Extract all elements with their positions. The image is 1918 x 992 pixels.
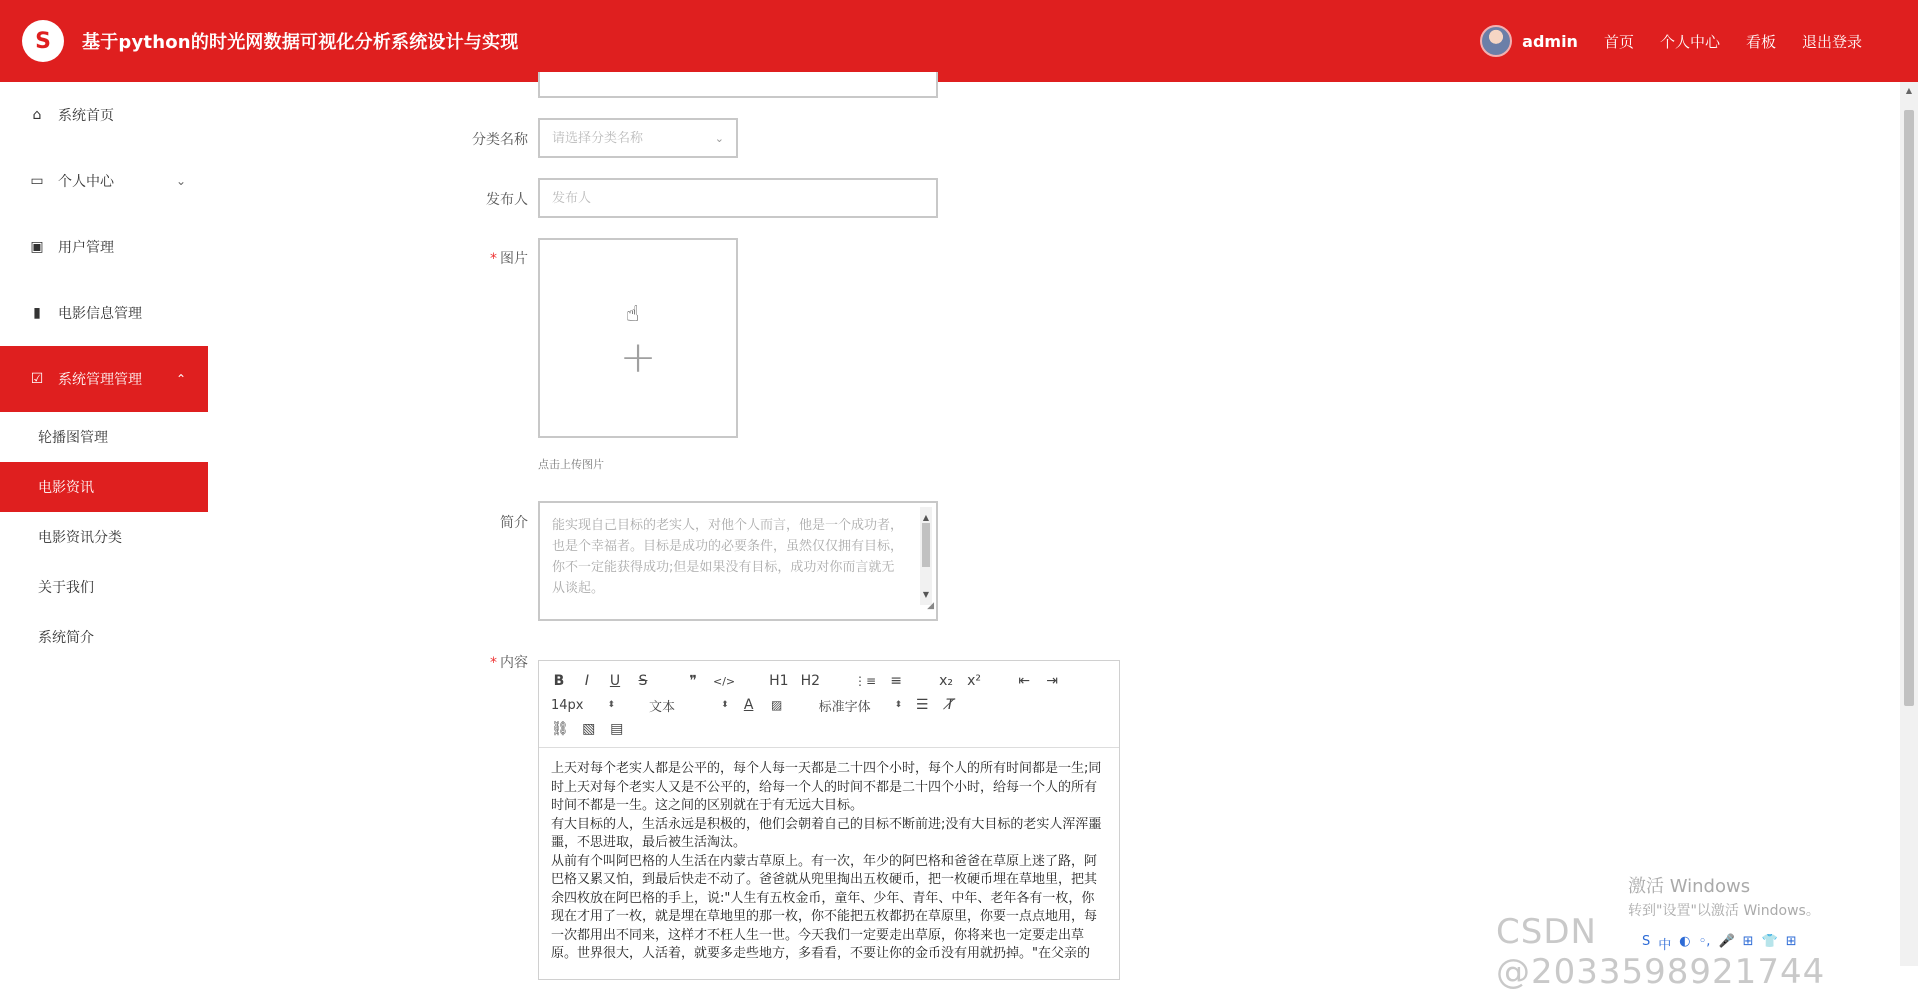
background-color-icon[interactable]: ▨ [770,698,783,712]
image-label [208,248,528,268]
chevron-up-icon: ⌃ [175,372,186,386]
underline-button[interactable]: U [609,673,621,689]
tray-icon-s[interactable]: S [1642,934,1651,949]
quote-button[interactable]: ❞ [689,673,697,689]
form-area [208,82,1900,966]
id-card-icon: ▭ [30,173,44,189]
sidebar-item-label: 电影信息管理 [58,306,142,322]
h1-button[interactable]: H1 [769,673,789,689]
user-box[interactable] [1480,25,1578,57]
intro-label: 简介 [500,515,528,531]
shirt-icon[interactable]: 👕 [1761,934,1778,949]
sidebar-item-label: 个人中心 [58,174,114,190]
select-arrows-icon: ⬍ [894,700,903,710]
sidebar-item-label: 系统管理管理 [58,372,142,388]
scroll-up-icon[interactable]: ▲ [1905,86,1913,95]
avatar[interactable] [1480,25,1512,57]
toolbar-row-style [551,693,1107,717]
logo-icon: S [22,20,64,62]
sidebar-item-users[interactable] [0,214,208,280]
align-icon[interactable]: ☰ [915,697,929,713]
link-icon[interactable]: ⛓ [551,721,569,737]
select-arrows-icon: ⬍ [607,700,616,710]
user-name: admin [1522,31,1578,51]
content-paragraph: 从前有个叫阿巴格的人生活在内蒙古草原上。有一次，年少的阿巴格和爸爸在草原上迷了路，阿巴格又累又怕，到最后快走不动了。爸爸就从兜里掏出五枚硬币，把一枚硬币埋在草地里，把其余四枚放在阿巴格的手上，说:"人生有五枚金币，童年、少年、青年、中年、老年各有一枚，你现在才用了一枚，就是埋在草地里的那一枚，你不能把五枚都扔在草原里，你要一点点地用，每一次都用出不同来，这样才不枉人生一世。今天我们一定要走出草原，你将来也一定要走出草原。世界很大，人活着，就要多走些地方，多看看，不要让你的金币没有用就扔掉。"在父亲的 [551,853,1098,961]
nav-profile-link[interactable]: 个人中心 [1659,32,1720,51]
top-nav [1480,0,1862,82]
text-style-select[interactable] [649,696,729,715]
tray-icon-moon[interactable]: ◐ [1679,934,1691,949]
plus-icon: + [619,332,657,383]
content-label-text: 内容 [500,655,528,671]
bullet-list-button[interactable]: ≡ [890,673,902,689]
page-scrollbar[interactable] [1900,82,1918,966]
sidebar-item-profile[interactable] [0,148,208,214]
textarea-scrollbar[interactable] [920,507,932,605]
home-icon: ⌂ [32,107,42,123]
code-button[interactable]: </> [713,674,736,688]
tray-icon-ime[interactable]: 中 [1658,938,1672,953]
category-label: 分类名称 [472,132,528,148]
csdn-watermark: CSDN @2033598921744 [1496,912,1826,992]
font-color-icon[interactable]: A [743,697,754,713]
font-size-select[interactable] [551,698,615,713]
editor-toolbar [539,661,1119,748]
sidebar-item-home[interactable] [0,82,208,148]
editor-content[interactable] [539,748,1119,976]
microphone-icon[interactable]: 🎤 [1718,934,1735,949]
image-upload-box[interactable] [538,238,738,438]
sidebar-sub-movie-news[interactable]: 电影资讯 [0,462,208,512]
keyboard-icon[interactable]: ⊞ [1742,934,1754,949]
clear-format-icon[interactable]: T̸ [945,697,955,713]
rich-text-editor [538,660,1120,980]
tray-icon-punct[interactable]: ◦, [1698,934,1711,949]
scroll-down-icon[interactable]: ▼ [922,590,930,599]
title-field-partial[interactable] [538,72,938,98]
textarea-scroll-thumb[interactable] [922,523,930,567]
nav-home-link[interactable]: 首页 [1603,32,1634,51]
font-family-value: 标准字体 [818,699,871,715]
content-paragraph: 上天对每个老实人都是公平的，每个人每一天都是二十四个小时，每个人的所有时间都是一生;同时上天对每个老实人又是不公平的，给每一个人的时间不都是二十四个小时，给每一个人的所有时间不都是一生。这之间的区别就在于有无远大目标。 [551,761,1102,813]
sidebar-item-label: 用户管理 [58,240,114,256]
image-label-text: 图片 [500,251,528,267]
superscript-button[interactable]: x² [967,673,982,689]
upload-tip: 点击上传图片 [538,458,604,471]
video-icon[interactable]: ▤ [610,721,624,737]
chevron-down-icon: ⌄ [714,131,724,145]
sidebar-item-label: 系统首页 [58,108,114,124]
font-size-value: 14px [551,697,584,713]
scroll-up-icon[interactable]: ▲ [922,513,930,522]
chevron-down-icon: ⌄ [175,174,186,188]
category-select[interactable] [538,118,738,158]
required-mark: * [490,251,497,267]
sidebar-sub-carousel[interactable]: 轮播图管理 [38,430,108,446]
outdent-button[interactable]: ⇤ [1018,673,1030,689]
toolbar-row-format [551,669,1107,693]
grid-icon[interactable]: ⊞ [1785,934,1797,949]
pointer-hand-icon: ☝ [626,302,640,327]
watermark-subtitle: 转到"设置"以激活 Windows。 [1628,903,1820,919]
strike-button[interactable]: S [638,673,648,689]
ordered-list-button[interactable]: ⋮≡ [854,674,877,688]
page-scroll-thumb[interactable] [1904,110,1914,706]
sidebar-sub-about[interactable]: 关于我们 [38,580,94,596]
system-tray [1642,934,1797,953]
sidebar-sub-news-category[interactable]: 电影资讯分类 [38,530,122,546]
sidebar [0,82,208,966]
settings-icon: ☑ [30,371,44,387]
intro-textarea[interactable] [538,501,938,621]
publisher-input[interactable] [552,191,936,206]
publisher-field[interactable] [538,178,938,218]
indent-button[interactable]: ⇥ [1046,673,1058,689]
sidebar-sub-intro[interactable]: 系统简介 [38,630,94,646]
toolbar-row-insert [551,717,1107,741]
sidebar-item-system[interactable] [0,346,208,412]
category-select-input[interactable] [552,131,736,146]
font-family-select[interactable] [819,696,903,715]
subscript-button[interactable]: x₂ [939,673,954,689]
publisher-label: 发布人 [486,192,528,208]
film-icon: ▮ [33,305,41,321]
watermark-title: 激活 Windows [1628,876,1751,897]
content-label [208,652,528,672]
bold-button[interactable]: B [553,673,565,689]
resize-handle-icon[interactable]: ◢ [927,601,934,611]
content-paragraph: 有大目标的人，生活永远是积极的，他们会朝着自己的目标不断前进;没有大目标的老实人浑浑噩噩，不思进取，最后被生活淘汰。 [551,816,1102,850]
user-icon: ▣ [30,239,44,255]
select-arrows-icon: ⬍ [721,700,729,710]
app-title: 基于python的时光网数据可视化分析系统设计与实现 [82,32,519,53]
required-mark: * [490,655,497,671]
image-icon[interactable]: ▧ [582,721,596,737]
nav-dashboard-link[interactable]: 看板 [1745,32,1776,51]
italic-button[interactable]: I [584,673,590,689]
intro-placeholder: 能实现自己目标的老实人，对他个人而言，他是一个成功者，也是个幸福者。目标是成功的必要条件，虽然仅仅拥有目标，你不一定能获得成功;但是如果没有目标，成功对你而言就无从谈起。 [552,518,904,596]
h2-button[interactable]: H2 [800,673,821,689]
text-style-value: 文本 [649,699,676,715]
top-header [0,0,1918,82]
nav-logout-link[interactable]: 退出登录 [1801,32,1862,51]
sidebar-item-movies[interactable] [0,280,208,346]
